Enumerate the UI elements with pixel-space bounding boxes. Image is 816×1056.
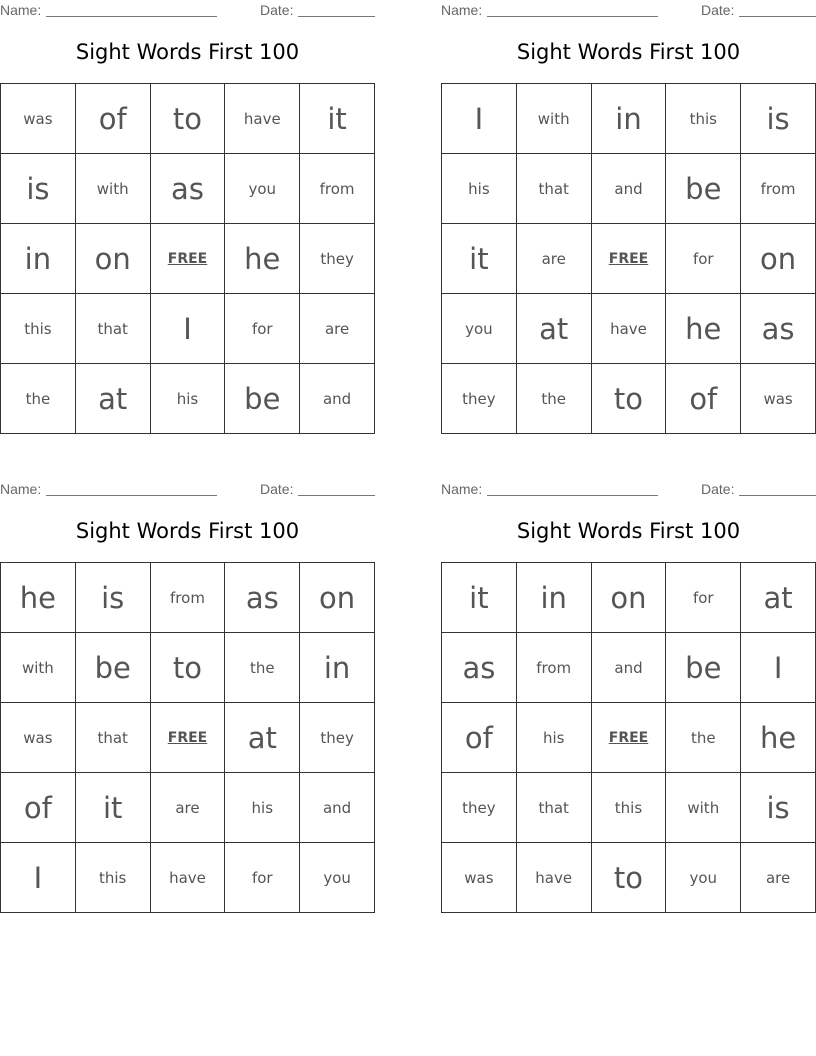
word-cell[interactable]: be bbox=[75, 633, 150, 703]
word-cell[interactable]: as bbox=[150, 154, 225, 224]
bingo-card-3 bbox=[0, 479, 375, 914]
word-cell[interactable]: the bbox=[666, 703, 741, 773]
date-blank-line[interactable] bbox=[298, 16, 375, 17]
grid-row bbox=[1, 633, 375, 703]
word-cell[interactable]: at bbox=[741, 563, 816, 633]
date-label: Date: bbox=[260, 481, 294, 497]
word-cell[interactable]: and bbox=[591, 154, 666, 224]
grid-row bbox=[1, 154, 375, 224]
word-cell[interactable]: on bbox=[591, 563, 666, 633]
word-cell[interactable]: for bbox=[225, 843, 300, 913]
date-blank-line[interactable] bbox=[739, 16, 816, 17]
word-cell[interactable]: as bbox=[225, 563, 300, 633]
word-cell[interactable]: have bbox=[516, 843, 591, 913]
bingo-grid bbox=[0, 83, 375, 434]
word-cell[interactable]: in bbox=[516, 563, 591, 633]
word-cell[interactable]: as bbox=[741, 294, 816, 364]
word-cell[interactable]: to bbox=[150, 633, 225, 703]
name-blank-line[interactable] bbox=[46, 16, 217, 17]
card-title: Sight Words First 100 bbox=[75, 519, 300, 543]
date-label: Date: bbox=[701, 481, 735, 497]
word-cell[interactable]: with bbox=[75, 154, 150, 224]
grid-row bbox=[442, 364, 816, 434]
date-blank-line[interactable] bbox=[298, 495, 375, 496]
grid-row bbox=[1, 843, 375, 913]
word-cell[interactable]: be bbox=[225, 364, 300, 434]
word-cell[interactable]: that bbox=[75, 703, 150, 773]
word-cell[interactable]: was bbox=[1, 703, 76, 773]
grid-row bbox=[442, 294, 816, 364]
word-cell[interactable]: in bbox=[1, 224, 76, 294]
word-cell[interactable]: from bbox=[150, 563, 225, 633]
word-cell[interactable]: they bbox=[300, 703, 375, 773]
grid-row bbox=[442, 773, 816, 843]
word-cell[interactable]: have bbox=[150, 843, 225, 913]
name-label: Name: bbox=[441, 481, 483, 497]
name-blank-line[interactable] bbox=[487, 495, 658, 496]
grid-row bbox=[1, 703, 375, 773]
word-cell[interactable]: of bbox=[75, 84, 150, 154]
word-cell[interactable]: with bbox=[1, 633, 76, 703]
word-cell[interactable]: are bbox=[516, 224, 591, 294]
card-header bbox=[0, 481, 375, 499]
word-cell[interactable]: be bbox=[666, 633, 741, 703]
word-cell[interactable]: for bbox=[225, 294, 300, 364]
word-cell[interactable]: have bbox=[591, 294, 666, 364]
word-cell[interactable]: are bbox=[150, 773, 225, 843]
card-header bbox=[441, 481, 816, 499]
free-space-cell[interactable]: FREE bbox=[150, 224, 225, 294]
card-title: Sight Words First 100 bbox=[75, 40, 300, 64]
word-cell[interactable]: with bbox=[666, 773, 741, 843]
grid-row bbox=[442, 633, 816, 703]
card-header bbox=[441, 2, 816, 20]
word-cell[interactable]: on bbox=[741, 224, 816, 294]
word-cell[interactable]: you bbox=[225, 154, 300, 224]
name-label: Name: bbox=[0, 2, 42, 18]
word-cell[interactable]: from bbox=[741, 154, 816, 224]
word-cell[interactable]: you bbox=[666, 843, 741, 913]
word-cell[interactable]: you bbox=[442, 294, 517, 364]
word-cell[interactable]: this bbox=[666, 84, 741, 154]
word-cell[interactable]: it bbox=[442, 224, 517, 294]
bingo-grid bbox=[441, 83, 816, 434]
name-blank-line[interactable] bbox=[46, 495, 217, 496]
word-cell[interactable]: and bbox=[300, 364, 375, 434]
word-cell[interactable]: that bbox=[516, 154, 591, 224]
date-label: Date: bbox=[260, 2, 294, 18]
word-cell[interactable]: at bbox=[75, 364, 150, 434]
word-cell[interactable]: was bbox=[1, 84, 76, 154]
grid-row bbox=[442, 84, 816, 154]
word-cell[interactable]: be bbox=[666, 154, 741, 224]
word-cell[interactable]: of bbox=[442, 703, 517, 773]
word-cell[interactable]: the bbox=[516, 364, 591, 434]
grid-row bbox=[442, 563, 816, 633]
word-cell[interactable]: are bbox=[300, 294, 375, 364]
word-cell[interactable]: from bbox=[516, 633, 591, 703]
word-cell[interactable]: the bbox=[225, 633, 300, 703]
date-label: Date: bbox=[701, 2, 735, 18]
bingo-card-1 bbox=[0, 0, 375, 435]
name-blank-line[interactable] bbox=[487, 16, 658, 17]
word-cell[interactable]: they bbox=[442, 773, 517, 843]
word-cell[interactable]: this bbox=[591, 773, 666, 843]
word-cell[interactable]: he bbox=[741, 703, 816, 773]
card-title: Sight Words First 100 bbox=[516, 519, 741, 543]
word-cell[interactable]: are bbox=[741, 843, 816, 913]
word-cell[interactable]: you bbox=[300, 843, 375, 913]
word-cell[interactable]: in bbox=[300, 633, 375, 703]
grid-row bbox=[1, 294, 375, 364]
grid-row bbox=[1, 364, 375, 434]
bingo-card-2 bbox=[441, 0, 816, 435]
word-cell[interactable]: his bbox=[225, 773, 300, 843]
card-header bbox=[0, 2, 375, 20]
word-cell[interactable]: his bbox=[442, 154, 517, 224]
word-cell[interactable]: in bbox=[591, 84, 666, 154]
word-cell[interactable]: as bbox=[442, 633, 517, 703]
word-cell[interactable]: it bbox=[442, 563, 517, 633]
word-cell[interactable]: is bbox=[741, 773, 816, 843]
word-cell[interactable]: it bbox=[300, 84, 375, 154]
word-cell[interactable]: I bbox=[442, 84, 517, 154]
name-label: Name: bbox=[0, 481, 42, 497]
grid-row bbox=[442, 154, 816, 224]
word-cell[interactable]: on bbox=[75, 224, 150, 294]
word-cell[interactable]: this bbox=[1, 294, 76, 364]
word-cell[interactable]: his bbox=[516, 703, 591, 773]
free-space-cell[interactable]: FREE bbox=[591, 224, 666, 294]
bingo-grid bbox=[0, 562, 375, 913]
word-cell[interactable]: on bbox=[300, 563, 375, 633]
word-cell[interactable]: they bbox=[300, 224, 375, 294]
bingo-grid bbox=[441, 562, 816, 913]
word-cell[interactable]: was bbox=[741, 364, 816, 434]
grid-row bbox=[1, 773, 375, 843]
card-title: Sight Words First 100 bbox=[516, 40, 741, 64]
word-cell[interactable]: have bbox=[225, 84, 300, 154]
date-blank-line[interactable] bbox=[739, 495, 816, 496]
word-cell[interactable]: he bbox=[225, 224, 300, 294]
word-cell[interactable]: that bbox=[75, 294, 150, 364]
word-cell[interactable]: to bbox=[150, 84, 225, 154]
word-cell[interactable]: I bbox=[150, 294, 225, 364]
word-cell[interactable]: to bbox=[591, 364, 666, 434]
word-cell[interactable]: with bbox=[516, 84, 591, 154]
grid-row bbox=[1, 224, 375, 294]
word-cell[interactable]: at bbox=[516, 294, 591, 364]
word-cell[interactable]: I bbox=[1, 843, 76, 913]
word-cell[interactable]: is bbox=[741, 84, 816, 154]
word-cell[interactable]: he bbox=[666, 294, 741, 364]
word-cell[interactable]: from bbox=[300, 154, 375, 224]
word-cell[interactable]: they bbox=[442, 364, 517, 434]
word-cell[interactable]: for bbox=[666, 563, 741, 633]
word-cell[interactable]: was bbox=[442, 843, 517, 913]
word-cell[interactable]: he bbox=[1, 563, 76, 633]
free-space-cell[interactable]: FREE bbox=[150, 703, 225, 773]
word-cell[interactable]: this bbox=[75, 843, 150, 913]
name-label: Name: bbox=[441, 2, 483, 18]
word-cell[interactable]: at bbox=[225, 703, 300, 773]
grid-row bbox=[1, 84, 375, 154]
grid-row bbox=[1, 563, 375, 633]
bingo-card-4 bbox=[441, 479, 816, 914]
free-space-cell[interactable]: FREE bbox=[591, 703, 666, 773]
word-cell[interactable]: of bbox=[1, 773, 76, 843]
word-cell[interactable]: the bbox=[1, 364, 76, 434]
word-cell[interactable]: of bbox=[666, 364, 741, 434]
word-cell[interactable]: his bbox=[150, 364, 225, 434]
grid-row bbox=[442, 224, 816, 294]
word-cell[interactable]: it bbox=[75, 773, 150, 843]
word-cell[interactable]: to bbox=[591, 843, 666, 913]
word-cell[interactable]: that bbox=[516, 773, 591, 843]
word-cell[interactable]: for bbox=[666, 224, 741, 294]
word-cell[interactable]: is bbox=[1, 154, 76, 224]
grid-row bbox=[442, 843, 816, 913]
word-cell[interactable]: is bbox=[75, 563, 150, 633]
word-cell[interactable]: and bbox=[591, 633, 666, 703]
word-cell[interactable]: I bbox=[741, 633, 816, 703]
word-cell[interactable]: and bbox=[300, 773, 375, 843]
grid-row bbox=[442, 703, 816, 773]
